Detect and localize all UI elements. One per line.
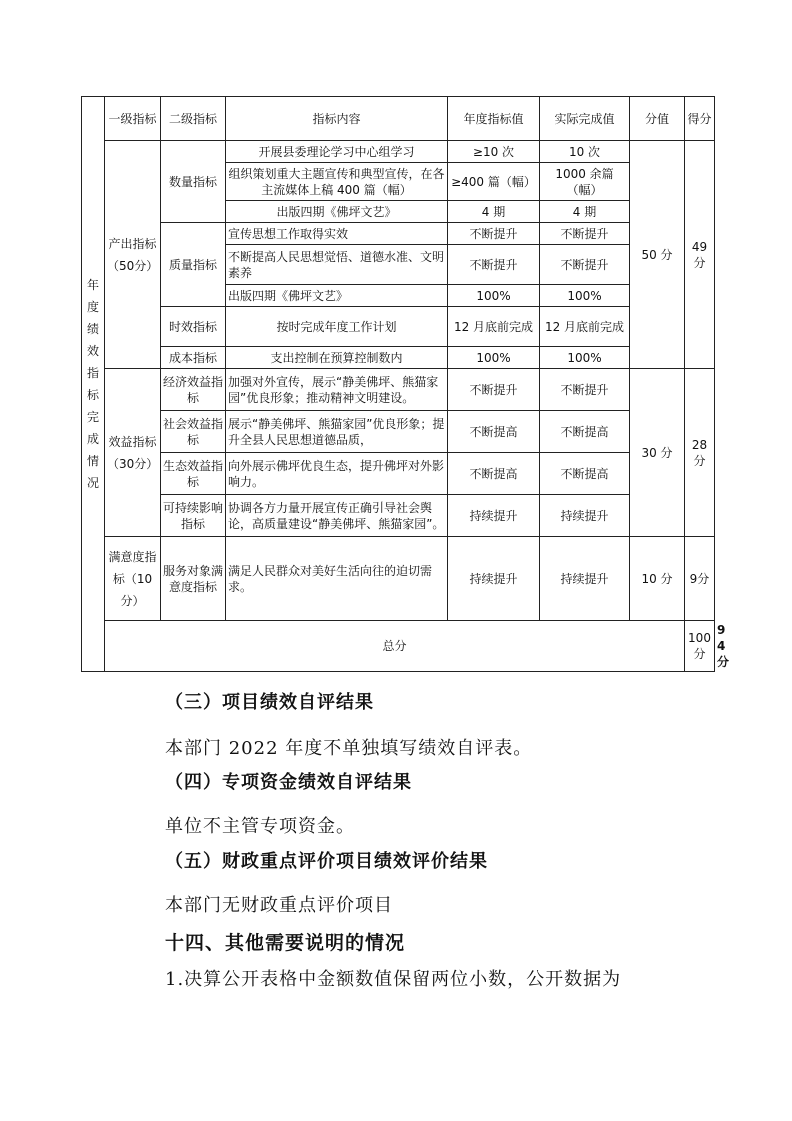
indicator-content: 按时完成年度工作计划 [226,307,448,347]
satisfaction-score-value: 10 分 [630,537,685,621]
quality-label: 质量指标 [161,223,226,307]
section-3-body: 本部门 2022 年度不单独填写绩效自评表。 [165,738,533,759]
benefit-label: 社会效益指标 [161,411,226,453]
section-4-body: 单位不主管专项资金。 [165,816,355,837]
indicator-content: 出版四期《佛坪文艺》 [226,201,448,223]
target-value: 4 期 [448,201,540,223]
header-content: 指标内容 [226,97,448,141]
indicator-content: 协调各方力量开展宣传正确引导社会舆论，高质量建设“静美佛坪、熊猫家园”。 [226,495,448,537]
actual-value: 4 期 [540,201,630,223]
section-14-body: 1.决算公开表格中金额数值保留两位小数，公开数据为 [165,969,622,990]
actual-value: 持续提升 [540,537,630,621]
table-row [82,223,715,245]
table-row [82,347,715,369]
benefit-label: 可持续影响指标 [161,495,226,537]
target-value: 不断提高 [448,411,540,453]
satisfaction-score: 9分 [685,537,715,621]
table-row [82,369,715,411]
actual-value: 12 月底前完成 [540,307,630,347]
header-row [82,97,715,141]
output-group-label: 产出指标（50分） [105,141,161,369]
actual-value: 100% [540,285,630,307]
timeliness-label: 时效指标 [161,307,226,347]
benefit-score: 28分 [685,369,715,537]
target-value: 不断提高 [448,453,540,495]
actual-value: 100% [540,347,630,369]
indicator-content: 满足人民群众对美好生活向往的迫切需求。 [226,537,448,621]
target-value: 不断提升 [448,223,540,245]
indicator-content: 组织策划重大主题宣传和典型宣传，在各主流媒体上稿 400 篇（幅） [226,163,448,201]
performance-table [81,96,730,672]
total-score-value: 100 分 [685,621,715,672]
header-score: 得分 [685,97,715,141]
table-row [82,537,715,621]
indicator-content: 开展县委理论学习中心组学习 [226,141,448,163]
satisfaction-group-label: 满意度指标（10分） [105,537,161,621]
indicator-content: 宣传思想工作取得实效 [226,223,448,245]
benefit-label: 生态效益指标 [161,453,226,495]
target-value: 持续提升 [448,495,540,537]
total-row: 总分 100 分 94分 [82,621,715,672]
target-value: 12 月底前完成 [448,307,540,347]
header-actual: 实际完成值 [540,97,630,141]
actual-value: 1000 余篇（幅） [540,163,630,201]
header-value: 分值 [630,97,685,141]
section-5-body: 本部门无财政重点评价项目 [165,895,393,916]
target-value: ≥400 篇（幅） [448,163,540,201]
indicator-content: 向外展示佛坪优良生态，提升佛坪对外影响力。 [226,453,448,495]
target-value: 持续提升 [448,537,540,621]
benefit-score-value: 30 分 [630,369,685,537]
section-5-title: （五）财政重点评价项目绩效评价结果 [165,851,488,872]
left-label-cell: 年度绩效指标完成情况 [82,97,105,672]
indicator-content: 展示“静美佛坪、熊猫家园”优良形象；提升全县人民思想道德品质， [226,411,448,453]
output-score: 49分 [685,141,715,369]
actual-value: 不断提高 [540,411,630,453]
table-row [82,453,715,495]
indicator-content: 加强对外宣传，展示“静美佛坪、熊猫家园”优良形象；推动精神文明建设。 [226,369,448,411]
indicator-content: 出版四期《佛坪文艺》 [226,285,448,307]
satisfaction-label: 服务对象满意度指标 [161,537,226,621]
target-value: ≥10 次 [448,141,540,163]
section-3-title: （三）项目绩效自评结果 [165,692,374,713]
benefit-group-label: 效益指标（30分） [105,369,161,537]
section-4-title: （四）专项资金绩效自评结果 [165,772,412,793]
target-value: 100% [448,285,540,307]
quantity-label: 数量指标 [161,141,226,223]
table-row [82,141,715,163]
actual-value: 不断提升 [540,245,630,285]
table-row [82,411,715,453]
actual-value: 10 次 [540,141,630,163]
indicator-content: 支出控制在预算控制数内 [226,347,448,369]
actual-value: 不断提高 [540,453,630,495]
header-level1: 一级指标 [105,97,161,141]
target-value: 不断提升 [448,245,540,285]
total-label: 总分 [105,621,685,672]
target-value: 不断提升 [448,369,540,411]
benefit-label: 经济效益指标 [161,369,226,411]
actual-value: 不断提升 [540,369,630,411]
header-target: 年度指标值 [448,97,540,141]
target-value: 100% [448,347,540,369]
section-14-title: 十四、其他需要说明的情况 [165,932,406,954]
table-row [82,495,715,537]
cost-label: 成本指标 [161,347,226,369]
actual-value: 持续提升 [540,495,630,537]
header-level2: 二级指标 [161,97,226,141]
output-score-value: 50 分 [630,141,685,369]
indicator-content: 不断提高人民思想觉悟、道德水准、文明素养 [226,245,448,285]
table-row [82,307,715,347]
actual-value: 不断提升 [540,223,630,245]
